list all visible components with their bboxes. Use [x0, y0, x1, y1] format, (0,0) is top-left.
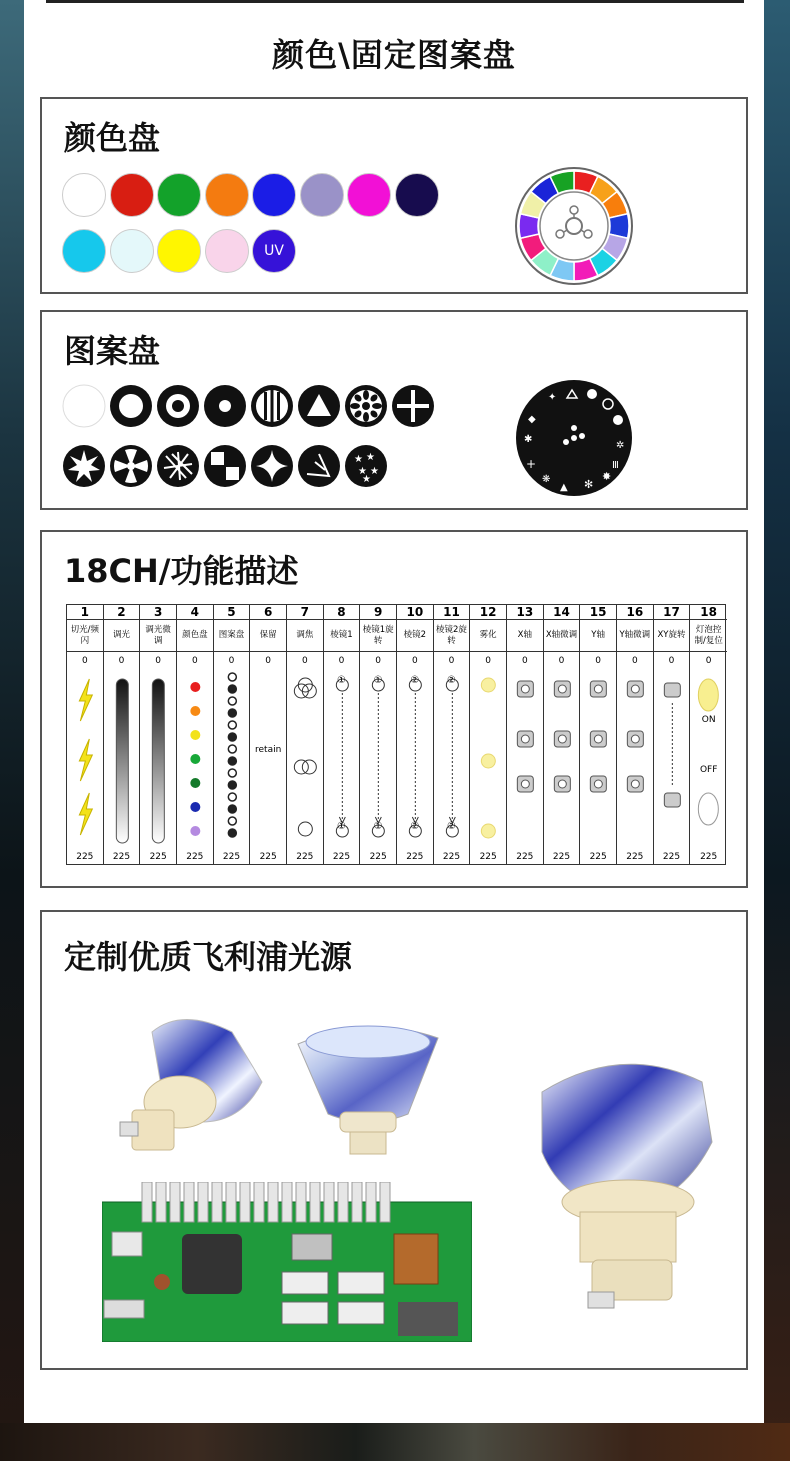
channel-max: 225: [516, 852, 534, 862]
svg-text:★: ★: [370, 466, 379, 477]
channel-max: 225: [552, 852, 571, 862]
channel-name: 调光微调: [140, 620, 176, 652]
channel-number: 8: [324, 605, 360, 620]
channel-max: 225: [222, 852, 241, 862]
lamp-title: 定制优质飞利浦光源: [64, 938, 353, 976]
channel-number: 9: [360, 605, 396, 620]
prism-mark: ①: [337, 821, 346, 832]
top-rule: [46, 0, 744, 3]
heatsink-fin: [338, 1182, 348, 1222]
channel-number: 16: [617, 605, 653, 620]
channel-max: 225: [296, 852, 314, 862]
channel-min: 0: [595, 656, 602, 666]
channel-max: 225: [332, 852, 351, 862]
channel-number: 15: [580, 605, 616, 620]
channel-number: 14: [544, 605, 580, 620]
channel-column: [67, 605, 104, 864]
channel-name: 调焦: [287, 620, 323, 652]
channel-max: 225: [149, 852, 167, 862]
svg-text:+: +: [526, 457, 537, 471]
svg-text:◆: ◆: [528, 414, 536, 425]
channel-table: [66, 604, 726, 865]
channel-name: 图案盘: [214, 620, 250, 652]
channel-column: [654, 605, 691, 864]
channel-graphic: [324, 669, 360, 845]
channel-min: 0: [448, 656, 455, 666]
gobo-wheel-diagram: [514, 378, 634, 498]
channel-column: [544, 605, 581, 864]
channel-graphic: [360, 669, 396, 845]
prism-mark: ①: [373, 675, 383, 686]
heatsink-fin: [282, 1182, 292, 1222]
channel-number: 17: [654, 605, 690, 620]
svg-text:▲: ▲: [560, 482, 568, 493]
prism-mark: ②: [447, 675, 456, 686]
channel-min: 0: [375, 656, 382, 666]
gobo-wheel-title: 图案盘: [64, 332, 161, 370]
gobo-cross-icon: [391, 384, 435, 428]
channel-column: [690, 605, 727, 864]
channel-column: [580, 605, 617, 864]
channel-max: 225: [186, 852, 204, 862]
prism-mark: ②: [410, 675, 420, 686]
ballast-circuit-board-image: [102, 1182, 472, 1342]
channel-column: [250, 605, 287, 864]
color-swatch: [110, 173, 154, 217]
channel-name: 灯泡控制/复位: [690, 620, 727, 652]
channel-max: 225: [626, 852, 644, 862]
svg-text:✸: ✸: [602, 470, 612, 483]
uv-swatch: UV: [252, 229, 296, 273]
svg-text:★: ★: [362, 474, 371, 485]
svg-text:✦: ✦: [548, 392, 557, 403]
channel-number: 11: [434, 605, 470, 620]
color-swatch: [62, 173, 106, 217]
heatsink-fin: [198, 1182, 208, 1222]
channel-max: 225: [112, 852, 131, 862]
channel-name: Y轴微调: [617, 620, 653, 652]
channel-number: 5: [214, 605, 250, 620]
channel-column: [324, 605, 361, 864]
prism-mark: ②: [410, 821, 420, 832]
off-label: OFF: [699, 765, 718, 775]
retain-label: retain: [255, 745, 282, 755]
channel-column: [214, 605, 251, 864]
channel-name: 棱镜2旋转: [434, 620, 470, 652]
svg-text:Ⅲ: Ⅲ: [612, 460, 619, 471]
lamp-panel: [40, 910, 748, 1370]
color-swatch: [300, 173, 344, 217]
svg-text:★: ★: [366, 452, 375, 463]
svg-text:★: ★: [354, 454, 363, 465]
page-title: 颜色\固定图案盘: [272, 36, 516, 74]
channel-column: [617, 605, 654, 864]
lamp-bulb-image: [502, 1052, 732, 1322]
channel-name: 棱镜1: [324, 620, 360, 652]
channel-max: 225: [406, 852, 424, 862]
channel-number: 6: [250, 605, 286, 620]
gobo-ring-icon: [109, 384, 153, 428]
channel-graphic: [250, 669, 286, 845]
channel-name: 雾化: [470, 620, 506, 652]
channel-number: 1: [67, 605, 103, 620]
channel-number: 4: [177, 605, 213, 620]
channel-min: 0: [485, 656, 492, 666]
channel-max: 225: [662, 852, 681, 862]
background-bottom: [0, 1423, 790, 1461]
channel-panel: [40, 530, 748, 888]
heatsink-fin: [170, 1182, 180, 1222]
channel-graphic: [470, 669, 506, 845]
gobo-wheel-panel: [40, 310, 748, 510]
svg-text:✲: ✲: [616, 440, 625, 451]
channel-name: Y轴: [580, 620, 616, 652]
channel-number: 18: [690, 605, 727, 620]
lamp-bulb-image: [288, 1014, 458, 1174]
channel-max: 225: [76, 852, 94, 862]
channel-name: 颜色盘: [177, 620, 213, 652]
prism-mark: ②: [447, 821, 456, 832]
channel-name: XY旋转: [654, 620, 690, 652]
channel-column: [434, 605, 471, 864]
heatsink-fin: [156, 1182, 166, 1222]
heatsink-fin: [254, 1182, 264, 1222]
channel-name: 棱镜1旋转: [360, 620, 396, 652]
heatsink-fin: [380, 1182, 390, 1222]
channel-min: 0: [705, 656, 712, 666]
channel-column: [104, 605, 141, 864]
channel-graphic: [104, 669, 140, 845]
channel-graphic: [544, 669, 580, 845]
heatsink-fin: [366, 1182, 376, 1222]
svg-text:✻: ✻: [584, 478, 594, 491]
gobo-four-star-icon: [250, 444, 294, 488]
gobo-swirl-icon: [297, 444, 341, 488]
channel-graphic: [177, 669, 213, 845]
channel-min: 0: [81, 656, 88, 666]
heatsink-fin: [296, 1182, 306, 1222]
on-label: ON: [701, 715, 716, 725]
channel-min: 0: [265, 656, 272, 666]
channel-min: 0: [668, 656, 675, 666]
channel-min: 0: [521, 656, 528, 666]
channel-number: 10: [397, 605, 433, 620]
channel-column: [507, 605, 544, 864]
prism-mark: ①: [373, 821, 383, 832]
heatsink-fin: [142, 1182, 152, 1222]
channel-max: 225: [479, 852, 497, 862]
channel-title: 18CH/功能描述: [64, 552, 299, 590]
channel-number: 13: [507, 605, 543, 620]
color-swatch: [205, 229, 249, 273]
color-swatch: [110, 229, 154, 273]
gobo-bars-icon: [250, 384, 294, 428]
channel-number: 3: [140, 605, 176, 620]
channel-graphic: [617, 669, 653, 845]
channel-column: [287, 605, 324, 864]
color-swatch: [395, 173, 439, 217]
channel-name: X轴微调: [544, 620, 580, 652]
color-wheel-title: 颜色盘: [64, 119, 161, 157]
channel-min: 0: [228, 656, 235, 666]
color-swatch: [62, 229, 106, 273]
channel-graphic: [690, 669, 727, 845]
spec-sheet: [24, 0, 764, 1423]
channel-max: 225: [442, 852, 461, 862]
color-swatch: [347, 173, 391, 217]
svg-text:❋: ❋: [542, 474, 551, 485]
heatsink-fin: [352, 1182, 362, 1222]
channel-min: 0: [301, 656, 308, 666]
channel-name: 保留: [250, 620, 286, 652]
gobo-fan-icon: [109, 444, 153, 488]
svg-text:★: ★: [358, 466, 367, 477]
channel-column: [140, 605, 177, 864]
gobo-open-icon: [62, 384, 106, 428]
gobo-flower-icon: [344, 384, 388, 428]
channel-min: 0: [411, 656, 418, 666]
channel-graphic: [287, 669, 323, 845]
heatsink-fin: [268, 1182, 278, 1222]
channel-column: [177, 605, 214, 864]
color-wheel-diagram: [512, 164, 636, 288]
background-right: [764, 0, 790, 1461]
channel-graphic: [507, 669, 543, 845]
gobo-dot-icon: [203, 384, 247, 428]
channel-graphic: [654, 669, 690, 845]
channel-column: [470, 605, 507, 864]
svg-text:✱: ✱: [524, 434, 533, 445]
heatsink-fin: [226, 1182, 236, 1222]
channel-min: 0: [191, 656, 198, 666]
gobo-stars-icon: [344, 444, 388, 488]
channel-number: 2: [104, 605, 140, 620]
prism-mark: ①: [337, 675, 346, 686]
heatsink-fin: [324, 1182, 334, 1222]
color-swatch: [157, 229, 201, 273]
heatsink-fin: [212, 1182, 222, 1222]
background-left: [0, 0, 24, 1461]
channel-number: 12: [470, 605, 506, 620]
color-wheel-panel: [40, 97, 748, 294]
color-swatch: [205, 173, 249, 217]
channel-max: 225: [369, 852, 387, 862]
channel-graphic: [140, 669, 176, 845]
channel-graphic: [214, 669, 250, 845]
channel-min: 0: [118, 656, 125, 666]
channel-max: 225: [259, 852, 277, 862]
channel-graphic: [397, 669, 433, 845]
channel-min: 0: [155, 656, 162, 666]
channel-max: 225: [700, 852, 718, 862]
channel-graphic: [580, 669, 616, 845]
gobo-star-burst-icon: [62, 444, 106, 488]
gobo-ring-dot-icon: [156, 384, 200, 428]
channel-column: [360, 605, 397, 864]
heatsink-fin: [240, 1182, 250, 1222]
channel-max: 225: [589, 852, 607, 862]
channel-min: 0: [631, 656, 638, 666]
color-swatch: [157, 173, 201, 217]
channel-name: 调光: [104, 620, 140, 652]
channel-min: 0: [338, 656, 345, 666]
channel-graphic: [67, 669, 103, 845]
channel-column: [397, 605, 434, 864]
gobo-quad-icon: [203, 444, 247, 488]
gobo-sticks-icon: [156, 444, 200, 488]
lamp-bulb-image: [102, 1012, 272, 1172]
channel-name: X轴: [507, 620, 543, 652]
heatsink-fin: [184, 1182, 194, 1222]
gobo-triangle-icon: [297, 384, 341, 428]
channel-number: 7: [287, 605, 323, 620]
channel-name: 切光/频闪: [67, 620, 103, 652]
heatsink-fin: [310, 1182, 320, 1222]
channel-name: 棱镜2: [397, 620, 433, 652]
channel-min: 0: [558, 656, 565, 666]
channel-graphic: [434, 669, 470, 845]
color-swatch: [252, 173, 296, 217]
